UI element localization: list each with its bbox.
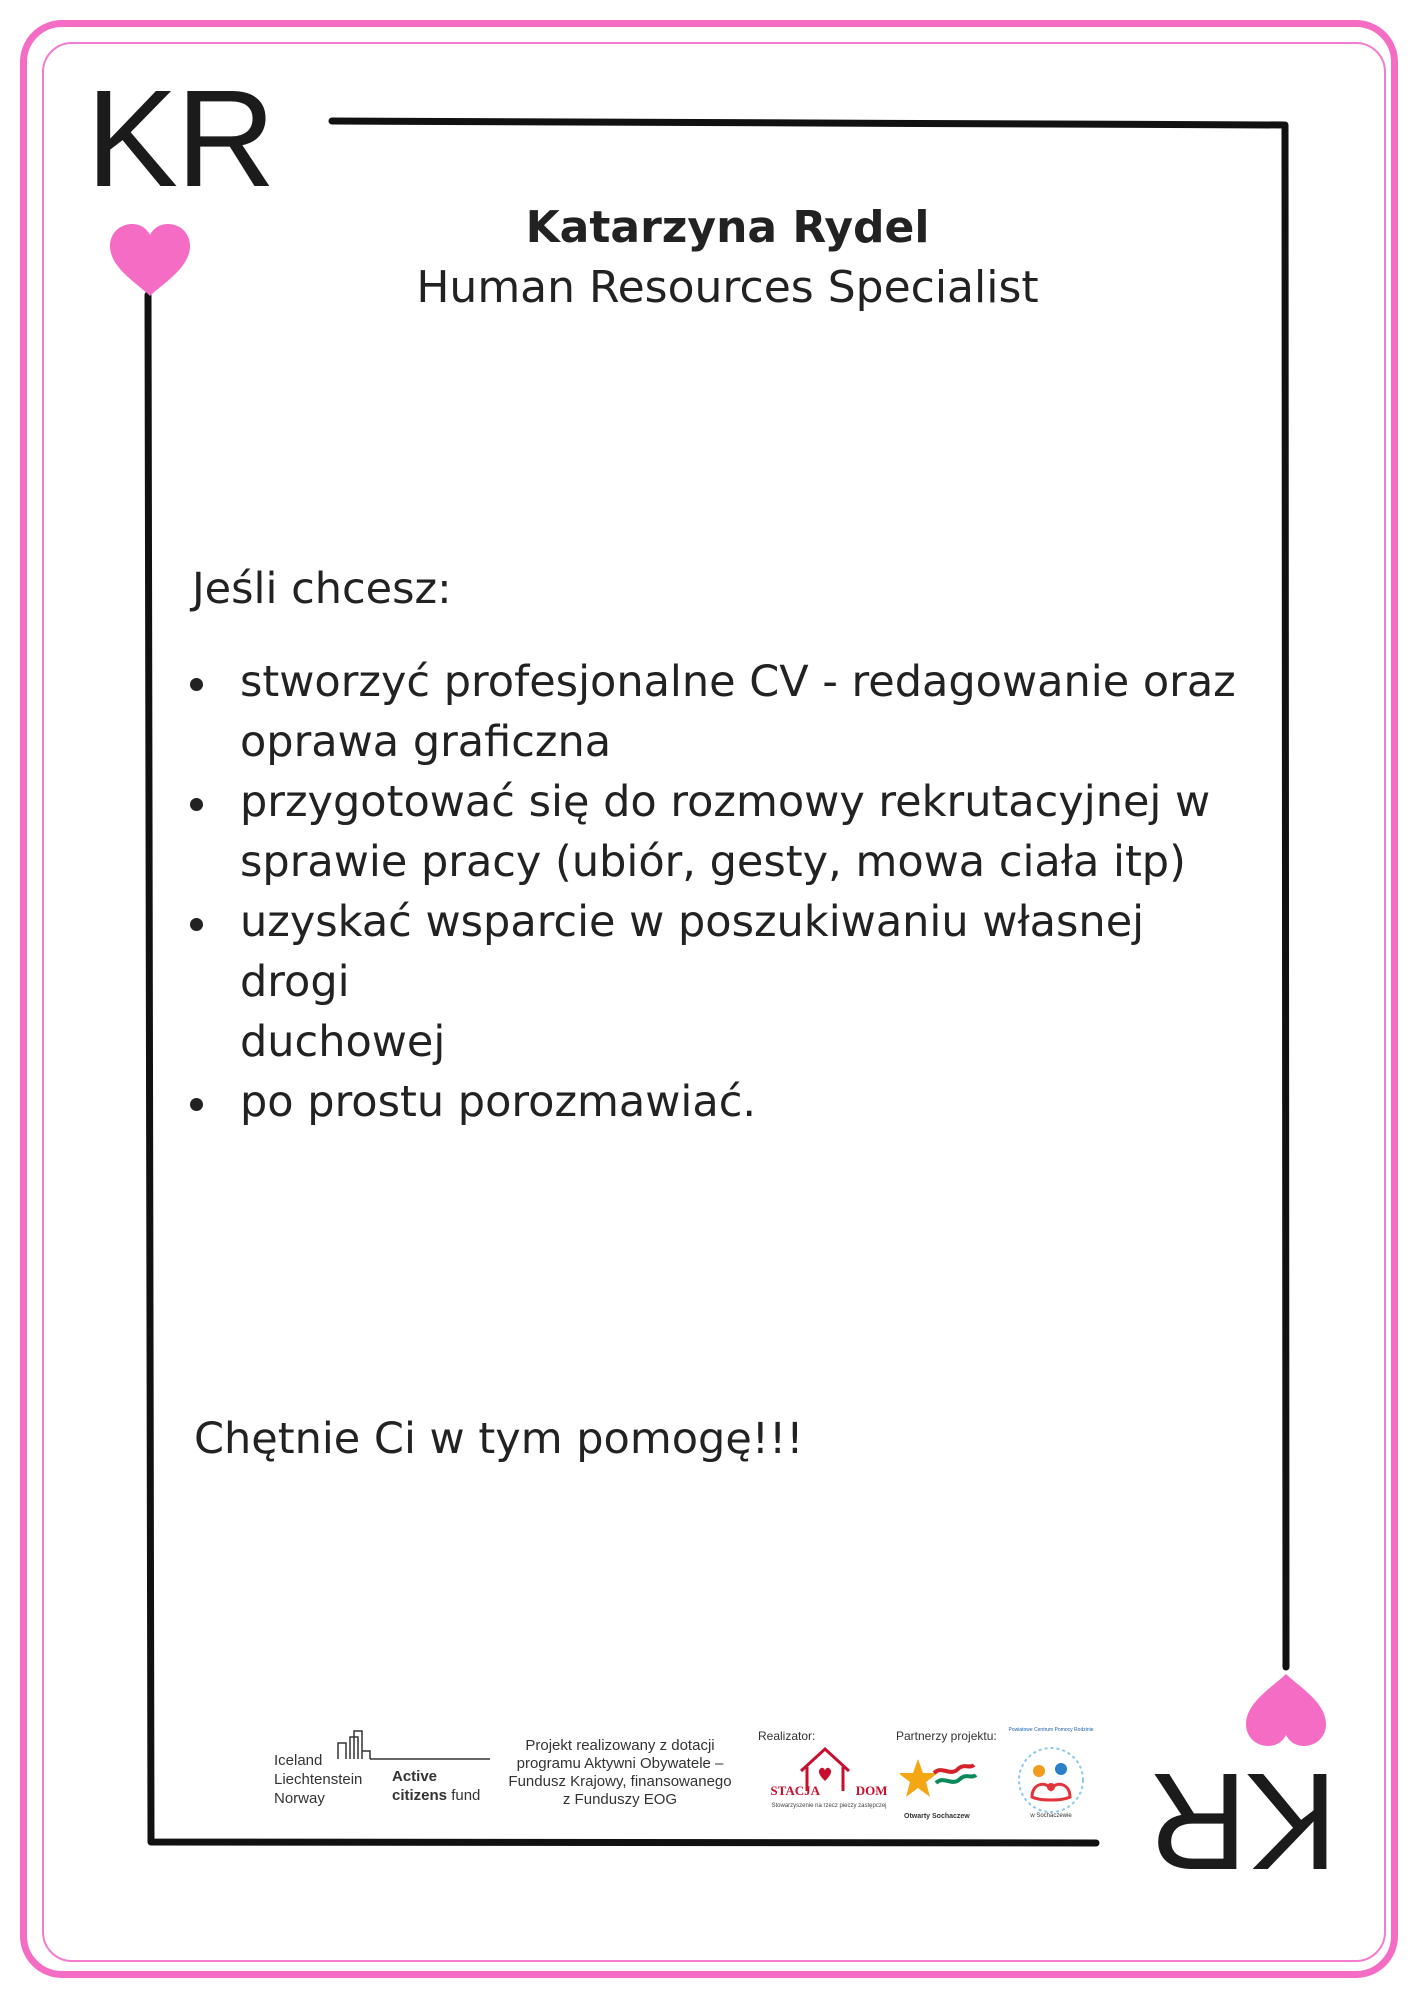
list-item bbox=[185, 772, 1245, 892]
person-role: Human Resources Specialist bbox=[416, 262, 1039, 313]
project-line: Fundusz Krajowy, finansowanego bbox=[508, 1773, 732, 1790]
corner-initials-top: KR bbox=[86, 62, 274, 216]
closing-text: Chętnie Ci w tym pomogę!!! bbox=[194, 1414, 804, 1464]
realizator-label: Realizator: bbox=[758, 1729, 816, 1743]
list-item bbox=[185, 1072, 1245, 1132]
country-label: Iceland bbox=[274, 1752, 323, 1769]
list-item-line: duchowej bbox=[240, 1017, 446, 1067]
list-item bbox=[185, 652, 1245, 772]
list-item-line: stworzyć profesjonalne CV - redagowanie oraz bbox=[240, 657, 1236, 707]
stacja-dom-logo bbox=[754, 1783, 904, 1799]
list-item-line: po prostu porozmawiać. bbox=[240, 1077, 757, 1127]
partner1-name: Otwarty Sochaczew bbox=[904, 1813, 970, 1820]
project-line: programu Aktywni Obywatele – bbox=[516, 1755, 724, 1772]
fund-name-part: fund bbox=[451, 1787, 481, 1804]
stacja-tagline: Stowarzyszenie na rzecz pieczy zastępczej bbox=[771, 1803, 887, 1809]
heart-icon bbox=[1244, 1672, 1328, 1748]
list-item-line: oprawa graficzna bbox=[240, 717, 612, 767]
fund-name-line1: Active bbox=[392, 1768, 438, 1785]
fund-name-line2 bbox=[392, 1786, 480, 1805]
stacja-right: DOM bbox=[855, 1783, 888, 1798]
country-label: Liechtenstein bbox=[274, 1771, 363, 1788]
project-description bbox=[495, 1737, 745, 1809]
intro-text: Jeśli chcesz: bbox=[192, 564, 452, 614]
stacja-left: STACJA bbox=[770, 1783, 820, 1798]
project-line: Projekt realizowany z dotacji bbox=[525, 1737, 715, 1754]
heart-icon bbox=[108, 222, 192, 298]
list-item-line: uzyskać wsparcie w poszukiwaniu własnej drogi bbox=[240, 897, 1145, 1007]
family-icon bbox=[1006, 1735, 1096, 1825]
offer-list bbox=[185, 652, 1245, 1132]
partner2-bottom-text: w Sochaczewie bbox=[1030, 1813, 1072, 1819]
star-icon bbox=[900, 1755, 980, 1811]
active-citizens-fund-logo-icon bbox=[332, 1729, 492, 1769]
partner2-arc-text: Powiatowe Centrum Pomocy Rodzinie bbox=[1008, 1727, 1094, 1733]
corner-initials-bottom: KR bbox=[1150, 1744, 1338, 1898]
project-line: z Funduszy EOG bbox=[562, 1791, 678, 1808]
list-item-line: sprawie pracy (ubiór, gesty, mowa ciała itp) bbox=[240, 837, 1186, 887]
partners-label: Partnerzy projektu: bbox=[896, 1729, 997, 1743]
country-label: Norway bbox=[274, 1790, 325, 1807]
footer-logos bbox=[270, 1725, 1100, 1835]
person-name: Katarzyna Rydel bbox=[525, 202, 930, 253]
list-item bbox=[185, 892, 1245, 1072]
card-header bbox=[310, 200, 1145, 320]
fund-name bbox=[392, 1767, 480, 1805]
fund-name-part: citizens bbox=[392, 1787, 448, 1804]
list-item-line: przygotować się do rozmowy rekrutacyjnej w bbox=[240, 777, 1211, 827]
